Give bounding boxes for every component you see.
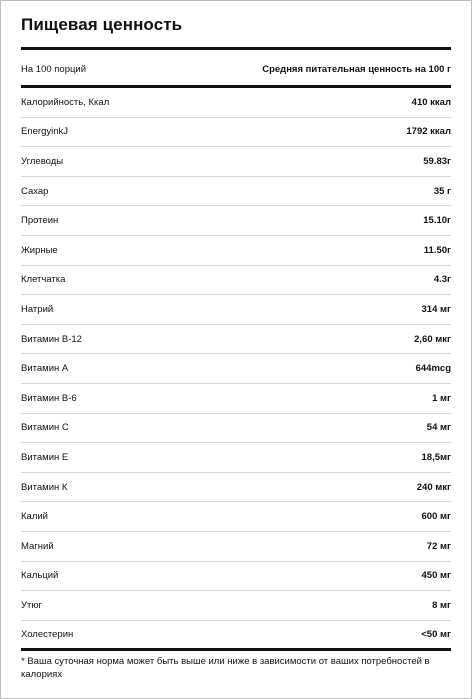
nutrition-table (21, 88, 451, 649)
row-label: Калорийность, Ккал (21, 96, 110, 108)
table-row (21, 206, 451, 236)
row-label: EnergyinkJ (21, 126, 68, 138)
row-value: 35 г (433, 185, 451, 197)
table-row (21, 384, 451, 414)
row-label: Сахар (21, 185, 49, 197)
table-row (21, 591, 451, 621)
row-label: Витамин К (21, 481, 68, 493)
table-row (21, 414, 451, 444)
row-value: 644mcg (415, 363, 451, 375)
table-row (21, 562, 451, 592)
row-label: Витамин А (21, 363, 69, 375)
table-row (21, 266, 451, 296)
table-row (21, 354, 451, 384)
row-value: <50 мг (421, 629, 451, 641)
table-header (21, 53, 451, 85)
row-value: 600 мг (421, 511, 451, 523)
average-value-label: Средняя питательная ценность на 100 г (262, 63, 451, 75)
table-row (21, 147, 451, 177)
row-value: 2,60 мкг (414, 333, 451, 345)
row-value: 1792 ккал (406, 126, 451, 138)
row-value: 4.3г (433, 274, 451, 286)
table-row (21, 325, 451, 355)
table-row (21, 236, 451, 266)
row-value: 18,5мг (421, 451, 451, 463)
row-label: Кальций (21, 570, 59, 582)
row-label: Магний (21, 540, 54, 552)
table-row (21, 88, 451, 118)
row-value: 15.10г (423, 215, 451, 227)
row-value: 72 мг (426, 540, 451, 552)
row-label: Витамин В-6 (21, 392, 77, 404)
row-value: 314 мг (421, 303, 451, 315)
row-label: Жирные (21, 244, 58, 256)
table-row (21, 621, 451, 650)
row-label: Витамин С (21, 422, 69, 434)
row-label: Клетчатка (21, 274, 66, 286)
table-row (21, 118, 451, 148)
row-value: 11.50г (423, 244, 451, 256)
serving-label: На 100 порций (21, 63, 87, 75)
row-label: Калий (21, 511, 48, 523)
row-label: Витамин Е (21, 451, 69, 463)
row-value: 59.83г (423, 155, 451, 167)
top-divider (21, 47, 451, 50)
table-row (21, 502, 451, 532)
row-value: 450 мг (421, 570, 451, 582)
row-label: Холестерин (21, 629, 74, 641)
row-value: 410 ккал (411, 96, 451, 108)
row-value: 240 мкг (416, 481, 451, 493)
footnote: * Ваша суточная норма может быть выше или ниже в зависимости от ваших потребностей в калориях (21, 656, 430, 680)
table-row (21, 177, 451, 207)
page-title: Пищевая ценность (21, 15, 183, 34)
table-row (21, 473, 451, 503)
row-value: 54 мг (426, 422, 451, 434)
table-row (21, 532, 451, 562)
row-label: Протеин (21, 215, 59, 227)
row-label: Углеводы (21, 155, 64, 167)
row-label: Натрий (21, 303, 54, 315)
table-row (21, 443, 451, 473)
row-label: Утюг (21, 599, 42, 611)
row-value: 8 мг (432, 599, 451, 611)
table-row (21, 295, 451, 325)
row-value: 1 мг (432, 392, 451, 404)
bottom-divider (21, 648, 451, 651)
row-label: Витамин В-12 (21, 333, 82, 345)
